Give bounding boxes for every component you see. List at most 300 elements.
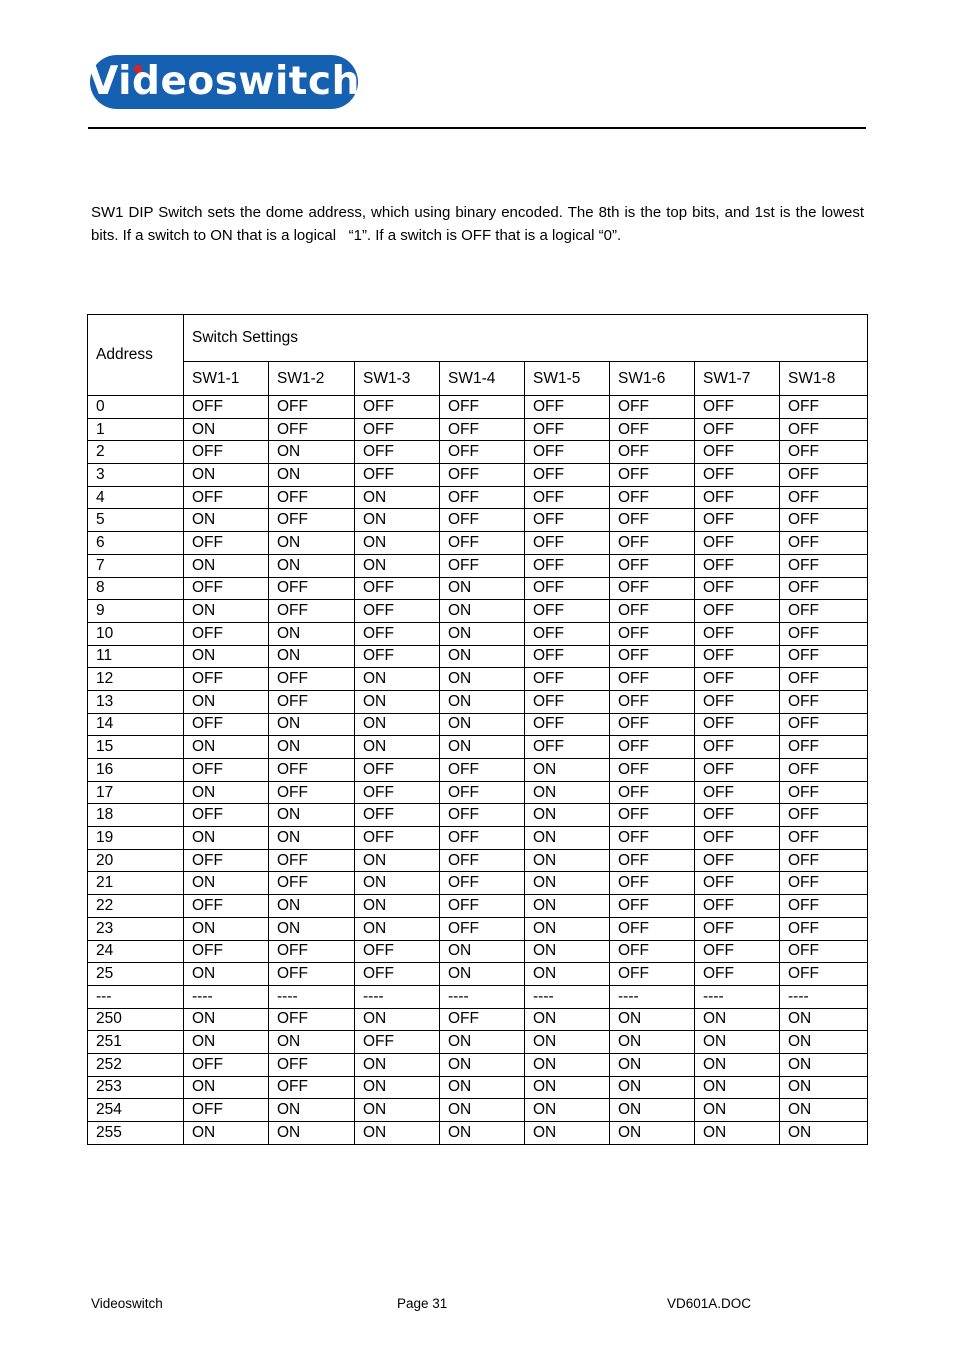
switch-state-cell: OFF (695, 940, 780, 963)
switch-state-cell: OFF (184, 532, 269, 555)
address-cell: 14 (88, 713, 184, 736)
switch-state-cell: ON (355, 668, 440, 691)
switch-state-cell: ON (695, 1099, 780, 1122)
column-header: SW1-3 (355, 362, 440, 396)
switch-state-cell: OFF (355, 963, 440, 986)
switch-state-cell: OFF (525, 577, 610, 600)
switch-state-cell: OFF (355, 759, 440, 782)
address-cell: 17 (88, 781, 184, 804)
switch-state-cell: OFF (695, 441, 780, 464)
switch-state-cell: ON (355, 895, 440, 918)
switch-state-cell: OFF (780, 486, 868, 509)
switch-state-cell: ON (269, 827, 355, 850)
address-cell: 9 (88, 600, 184, 623)
switch-state-cell: OFF (440, 396, 525, 419)
switch-state-cell: OFF (525, 645, 610, 668)
switch-state-cell: OFF (269, 1008, 355, 1031)
table-row (88, 554, 868, 577)
address-cell: 21 (88, 872, 184, 895)
switch-state-cell: OFF (695, 622, 780, 645)
switch-state-cell: OFF (610, 895, 695, 918)
switch-state-cell: OFF (269, 759, 355, 782)
switch-state-cell: OFF (269, 781, 355, 804)
switch-state-cell: ON (440, 600, 525, 623)
switch-state-cell: ON (184, 554, 269, 577)
switch-state-cell: ON (184, 418, 269, 441)
switch-state-cell: OFF (780, 736, 868, 759)
switch-state-cell: ON (440, 577, 525, 600)
switch-state-cell: OFF (780, 464, 868, 487)
switch-state-cell: OFF (780, 963, 868, 986)
address-cell: 11 (88, 645, 184, 668)
switch-state-cell: OFF (184, 1053, 269, 1076)
column-header: SW1-7 (695, 362, 780, 396)
switch-columns-row (88, 362, 868, 396)
switch-state-cell: OFF (780, 713, 868, 736)
address-cell: 8 (88, 577, 184, 600)
switch-state-cell: ON (610, 1099, 695, 1122)
table-header-row (88, 315, 868, 362)
switch-state-cell: ON (355, 849, 440, 872)
switch-state-cell: OFF (610, 418, 695, 441)
switch-state-cell: ON (525, 827, 610, 850)
switch-state-cell: OFF (440, 532, 525, 555)
switch-state-cell: ON (695, 1008, 780, 1031)
switch-state-cell: ON (355, 872, 440, 895)
table-row (88, 1122, 868, 1145)
switch-state-cell: OFF (355, 827, 440, 850)
switch-state-cell: ON (525, 849, 610, 872)
switch-state-cell: OFF (269, 668, 355, 691)
switch-state-cell: OFF (355, 940, 440, 963)
switch-state-cell: ON (440, 668, 525, 691)
footer-page-number: Page 31 (397, 1296, 448, 1311)
switch-state-cell: ON (695, 1053, 780, 1076)
address-cell: 5 (88, 509, 184, 532)
switch-state-cell: OFF (780, 872, 868, 895)
address-cell: --- (88, 985, 184, 1008)
switch-state-cell: OFF (184, 396, 269, 419)
switch-state-cell: ON (440, 1122, 525, 1145)
address-cell: 254 (88, 1099, 184, 1122)
switch-state-cell: OFF (695, 600, 780, 623)
address-cell: 12 (88, 668, 184, 691)
switch-state-cell: OFF (440, 554, 525, 577)
dip-switch-table (87, 314, 868, 1145)
switch-state-cell: ON (780, 1008, 868, 1031)
switch-state-cell: OFF (610, 736, 695, 759)
switch-state-cell: ---- (695, 985, 780, 1008)
switch-state-cell: ON (355, 1076, 440, 1099)
switch-state-cell: ON (525, 1099, 610, 1122)
switch-state-cell: OFF (184, 849, 269, 872)
address-cell: 0 (88, 396, 184, 419)
switch-state-cell: OFF (610, 464, 695, 487)
switch-state-cell: OFF (780, 759, 868, 782)
switch-state-cell: OFF (440, 1008, 525, 1031)
switch-state-cell: ON (184, 464, 269, 487)
switch-state-cell: OFF (780, 577, 868, 600)
table-row (88, 645, 868, 668)
address-cell: 13 (88, 690, 184, 713)
header-rule (88, 127, 866, 129)
switch-state-cell: ON (184, 600, 269, 623)
switch-state-cell: OFF (610, 690, 695, 713)
switch-state-cell: ON (184, 645, 269, 668)
switch-state-cell: OFF (525, 486, 610, 509)
switch-state-cell: ON (269, 895, 355, 918)
switch-state-cell: ON (440, 713, 525, 736)
switch-state-cell: ON (269, 532, 355, 555)
switch-state-cell: ON (355, 736, 440, 759)
switch-state-cell: OFF (695, 396, 780, 419)
switch-state-cell: OFF (355, 418, 440, 441)
switch-state-cell: OFF (440, 418, 525, 441)
switch-state-cell: OFF (269, 1053, 355, 1076)
switch-state-cell: OFF (780, 532, 868, 555)
switch-state-cell: OFF (695, 486, 780, 509)
switch-state-cell: OFF (184, 622, 269, 645)
switch-state-cell: OFF (355, 464, 440, 487)
switch-state-cell: ON (269, 622, 355, 645)
switch-state-cell: ---- (440, 985, 525, 1008)
switch-state-cell: ON (695, 1076, 780, 1099)
switch-state-cell: ON (525, 1122, 610, 1145)
switch-state-cell: ON (184, 1122, 269, 1145)
switch-state-cell: OFF (525, 554, 610, 577)
switch-state-cell: OFF (610, 441, 695, 464)
switch-state-cell: OFF (269, 600, 355, 623)
switch-state-cell: OFF (695, 532, 780, 555)
switch-state-cell: ON (525, 759, 610, 782)
switch-state-cell: ON (440, 1076, 525, 1099)
table-row (88, 1053, 868, 1076)
switch-state-cell: ON (610, 1053, 695, 1076)
address-cell: 10 (88, 622, 184, 645)
switch-state-cell: OFF (780, 441, 868, 464)
address-cell: 6 (88, 532, 184, 555)
switch-state-cell: OFF (610, 781, 695, 804)
column-header: SW1-8 (780, 362, 868, 396)
switch-state-cell: ON (610, 1031, 695, 1054)
switch-state-cell: OFF (780, 690, 868, 713)
switch-state-cell: OFF (440, 872, 525, 895)
switch-state-cell: OFF (780, 940, 868, 963)
switch-state-cell: OFF (184, 759, 269, 782)
address-cell: 2 (88, 441, 184, 464)
switch-state-cell: OFF (440, 441, 525, 464)
switch-state-cell: OFF (695, 509, 780, 532)
table-row (88, 713, 868, 736)
switch-state-cell: ON (184, 690, 269, 713)
switch-state-cell: ---- (355, 985, 440, 1008)
switch-state-cell: ---- (780, 985, 868, 1008)
switch-state-cell: ON (525, 1008, 610, 1031)
switch-state-cell: ON (780, 1076, 868, 1099)
table-row (88, 668, 868, 691)
switch-state-cell: ON (184, 917, 269, 940)
switch-settings-header: Switch Settings (184, 315, 868, 362)
switch-state-cell: ON (780, 1031, 868, 1054)
table-row (88, 827, 868, 850)
switch-state-cell: OFF (695, 827, 780, 850)
switch-state-cell: ON (355, 713, 440, 736)
switch-state-cell: OFF (525, 600, 610, 623)
switch-state-cell: OFF (610, 577, 695, 600)
table-row (88, 917, 868, 940)
switch-state-cell: ON (184, 509, 269, 532)
address-cell: 252 (88, 1053, 184, 1076)
switch-state-cell: OFF (269, 872, 355, 895)
address-cell: 18 (88, 804, 184, 827)
switch-state-cell: OFF (440, 804, 525, 827)
table-row (88, 509, 868, 532)
switch-state-cell: ON (269, 441, 355, 464)
table-row (88, 622, 868, 645)
switch-state-cell: OFF (695, 645, 780, 668)
switch-state-cell: ---- (269, 985, 355, 1008)
switch-state-cell: ON (184, 872, 269, 895)
switch-state-cell: OFF (184, 1099, 269, 1122)
switch-state-cell: OFF (780, 600, 868, 623)
switch-state-cell: ON (525, 1076, 610, 1099)
switch-state-cell: OFF (440, 509, 525, 532)
address-cell: 24 (88, 940, 184, 963)
logo-text: Videoswitch (88, 58, 360, 104)
table-row (88, 577, 868, 600)
column-header: SW1-1 (184, 362, 269, 396)
switch-state-cell: ON (440, 736, 525, 759)
switch-state-cell: OFF (610, 940, 695, 963)
switch-state-cell: OFF (695, 464, 780, 487)
switch-state-cell: OFF (355, 577, 440, 600)
switch-state-cell: OFF (525, 668, 610, 691)
switch-state-cell: OFF (184, 441, 269, 464)
address-cell: 7 (88, 554, 184, 577)
switch-state-cell: OFF (610, 532, 695, 555)
switch-state-cell: OFF (780, 849, 868, 872)
switch-state-cell: OFF (269, 577, 355, 600)
switch-state-cell: OFF (695, 895, 780, 918)
switch-state-cell: ON (780, 1122, 868, 1145)
switch-state-cell: OFF (355, 396, 440, 419)
column-header: SW1-2 (269, 362, 355, 396)
switch-state-cell: OFF (440, 781, 525, 804)
switch-state-cell: ON (269, 1031, 355, 1054)
switch-state-cell: OFF (184, 713, 269, 736)
switch-state-cell: ON (269, 1099, 355, 1122)
switch-state-cell: ON (780, 1053, 868, 1076)
switch-state-cell: ON (440, 940, 525, 963)
switch-state-cell: OFF (695, 418, 780, 441)
switch-state-cell: ON (525, 940, 610, 963)
switch-state-cell: OFF (695, 713, 780, 736)
switch-state-cell: ON (525, 895, 610, 918)
switch-state-cell: ON (355, 1099, 440, 1122)
footer-doc-name: VD601A.DOC (667, 1296, 752, 1311)
switch-state-cell: OFF (269, 690, 355, 713)
switch-state-cell: OFF (355, 804, 440, 827)
switch-state-cell: ON (525, 781, 610, 804)
switch-state-cell: ON (269, 736, 355, 759)
switch-state-cell: OFF (184, 804, 269, 827)
switch-state-cell: ON (440, 1031, 525, 1054)
table-row (88, 963, 868, 986)
switch-state-cell: ON (184, 736, 269, 759)
switch-state-cell: OFF (440, 849, 525, 872)
switch-state-cell: OFF (184, 895, 269, 918)
switch-state-cell: OFF (269, 1076, 355, 1099)
switch-state-cell: OFF (695, 917, 780, 940)
switch-state-cell: ON (355, 1053, 440, 1076)
switch-state-cell: ---- (610, 985, 695, 1008)
column-header: SW1-5 (525, 362, 610, 396)
table-row (88, 396, 868, 419)
address-cell: 255 (88, 1122, 184, 1145)
address-header: Address (88, 315, 184, 396)
address-cell: 251 (88, 1031, 184, 1054)
switch-state-cell: ON (355, 532, 440, 555)
switch-state-cell: ON (269, 804, 355, 827)
switch-state-cell: OFF (610, 804, 695, 827)
switch-state-cell: OFF (269, 418, 355, 441)
switch-state-cell: ON (355, 486, 440, 509)
address-cell: 250 (88, 1008, 184, 1031)
switch-state-cell: OFF (355, 645, 440, 668)
table-row (88, 759, 868, 782)
switch-state-cell: OFF (610, 509, 695, 532)
switch-state-cell: OFF (610, 872, 695, 895)
switch-state-cell: ON (269, 645, 355, 668)
switch-state-cell: OFF (525, 713, 610, 736)
switch-state-cell: OFF (695, 872, 780, 895)
switch-state-cell: OFF (184, 486, 269, 509)
switch-state-cell: ON (440, 622, 525, 645)
table-row (88, 1008, 868, 1031)
table-row (88, 1031, 868, 1054)
address-cell: 1 (88, 418, 184, 441)
column-header: SW1-4 (440, 362, 525, 396)
switch-state-cell: OFF (780, 804, 868, 827)
switch-state-cell: ON (184, 963, 269, 986)
table-row (88, 940, 868, 963)
switch-state-cell: ON (184, 827, 269, 850)
switch-state-cell: ON (184, 1076, 269, 1099)
switch-state-cell: OFF (525, 464, 610, 487)
switch-state-cell: ON (184, 1031, 269, 1054)
switch-state-cell: OFF (610, 486, 695, 509)
switch-state-cell: ON (525, 804, 610, 827)
switch-state-cell: OFF (269, 940, 355, 963)
switch-state-cell: OFF (269, 486, 355, 509)
switch-state-cell: OFF (355, 622, 440, 645)
switch-state-cell: OFF (525, 532, 610, 555)
table-row (88, 1099, 868, 1122)
switch-state-cell: OFF (610, 827, 695, 850)
switch-state-cell: OFF (780, 827, 868, 850)
address-cell: 25 (88, 963, 184, 986)
footer-company: Videoswitch (91, 1296, 163, 1311)
switch-state-cell: ON (695, 1122, 780, 1145)
switch-state-cell: OFF (269, 963, 355, 986)
switch-state-cell: OFF (695, 668, 780, 691)
address-cell: 16 (88, 759, 184, 782)
switch-state-cell: OFF (780, 554, 868, 577)
table-row (88, 600, 868, 623)
switch-state-cell: OFF (780, 917, 868, 940)
address-cell: 4 (88, 486, 184, 509)
switch-state-cell: OFF (269, 509, 355, 532)
switch-state-cell: ON (269, 1122, 355, 1145)
switch-state-cell: OFF (525, 441, 610, 464)
switch-state-cell: OFF (610, 396, 695, 419)
switch-state-cell: ON (695, 1031, 780, 1054)
table-row (88, 418, 868, 441)
table-row (88, 804, 868, 827)
switch-state-cell: ON (440, 690, 525, 713)
switch-state-cell: OFF (610, 759, 695, 782)
address-cell: 22 (88, 895, 184, 918)
switch-state-cell: OFF (695, 554, 780, 577)
switch-state-cell: OFF (269, 849, 355, 872)
switch-state-cell: OFF (355, 600, 440, 623)
switch-state-cell: ON (525, 1053, 610, 1076)
switch-state-cell: OFF (440, 917, 525, 940)
address-cell: 253 (88, 1076, 184, 1099)
switch-state-cell: ON (525, 1031, 610, 1054)
switch-state-cell: OFF (355, 781, 440, 804)
switch-state-cell: OFF (525, 396, 610, 419)
switch-state-cell: ON (269, 554, 355, 577)
switch-state-cell: OFF (269, 396, 355, 419)
switch-state-cell: ON (525, 872, 610, 895)
switch-state-cell: ON (440, 1053, 525, 1076)
address-cell: 23 (88, 917, 184, 940)
switch-state-cell: OFF (610, 622, 695, 645)
switch-state-cell: OFF (610, 645, 695, 668)
table-row (88, 441, 868, 464)
address-cell: 15 (88, 736, 184, 759)
table-row (88, 781, 868, 804)
table-row (88, 464, 868, 487)
switch-state-cell: OFF (610, 917, 695, 940)
switch-state-cell: OFF (695, 690, 780, 713)
switch-state-cell: ---- (184, 985, 269, 1008)
switch-state-cell: ON (440, 1099, 525, 1122)
column-header: SW1-6 (610, 362, 695, 396)
table-row (88, 690, 868, 713)
switch-state-cell: OFF (525, 690, 610, 713)
switch-state-cell: OFF (695, 804, 780, 827)
switch-state-cell: ---- (525, 985, 610, 1008)
switch-state-cell: ON (440, 963, 525, 986)
switch-state-cell: OFF (610, 554, 695, 577)
switch-state-cell: ON (355, 1122, 440, 1145)
switch-state-cell: OFF (440, 827, 525, 850)
switch-state-cell: OFF (695, 963, 780, 986)
switch-state-cell: OFF (780, 396, 868, 419)
address-cell: 20 (88, 849, 184, 872)
switch-state-cell: OFF (610, 849, 695, 872)
switch-state-cell: OFF (440, 759, 525, 782)
address-cell: 3 (88, 464, 184, 487)
switch-state-cell: OFF (184, 668, 269, 691)
switch-state-cell: OFF (780, 668, 868, 691)
switch-state-cell: OFF (695, 577, 780, 600)
address-cell: 19 (88, 827, 184, 850)
videoswitch-logo (90, 55, 358, 109)
switch-state-cell: OFF (355, 1031, 440, 1054)
